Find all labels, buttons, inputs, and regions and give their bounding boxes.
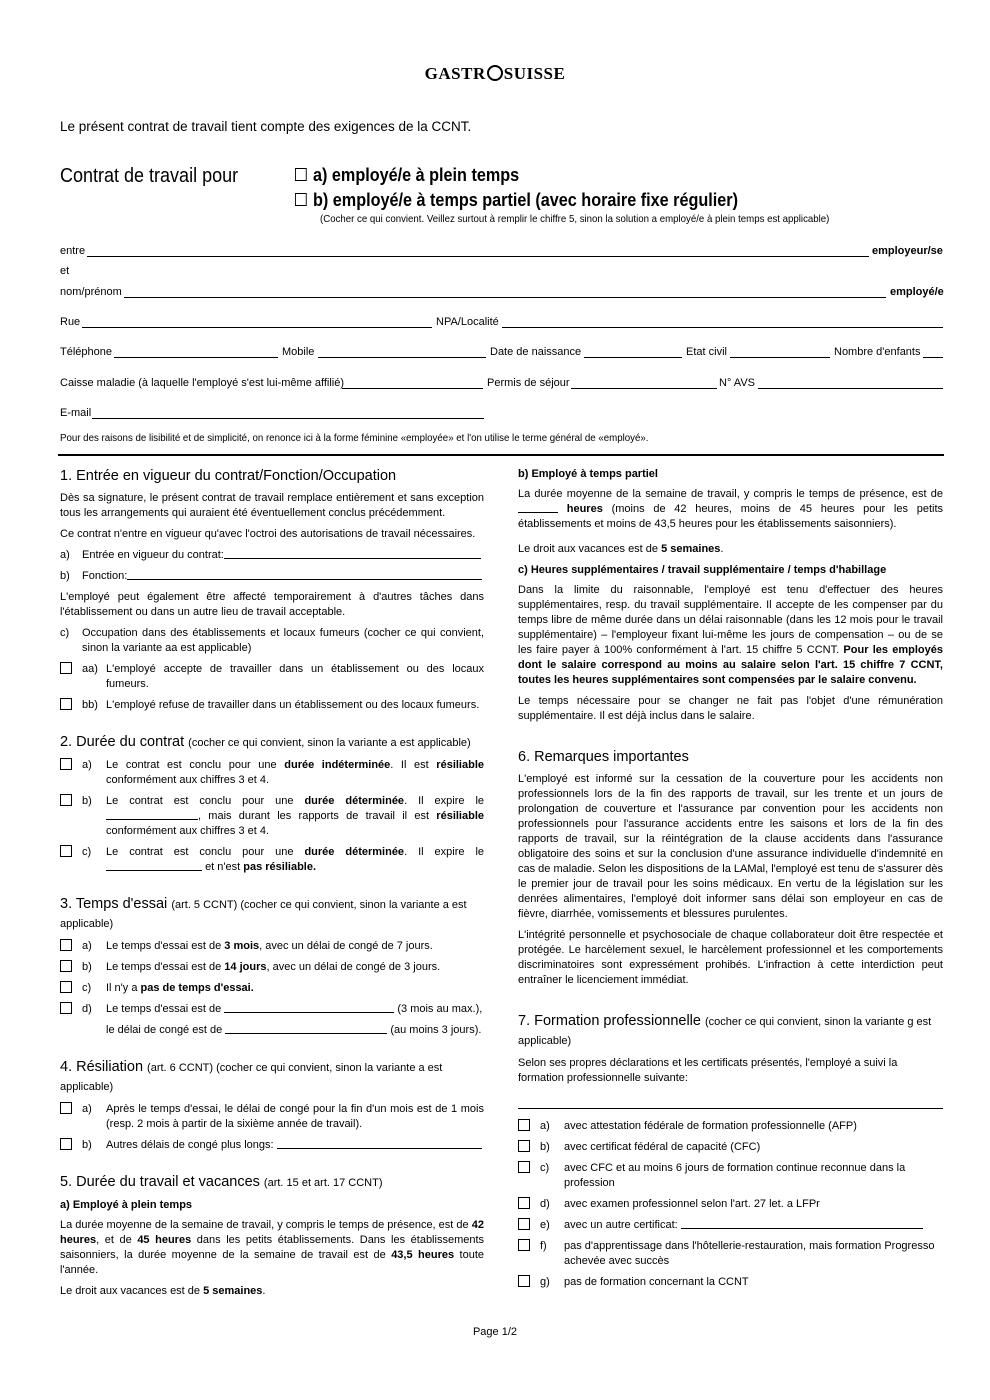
checkbox-icon[interactable]: [518, 1275, 530, 1287]
s4-option-b[interactable]: b) Autres délais de congé plus longs:: [60, 1138, 484, 1153]
s6-paragraph-2: L'intégrité personnelle et psychosociale de chaque collaborateur doit être respectée et protégée. Le harcèlement sexuel, le harcèlement professionnel et les comportements discriminatoires sont expressément prohibés. L'infraction à cette interdiction peut entraîner le licenciement immédiat.: [518, 929, 943, 986]
right-column: [518, 467, 943, 1296]
s5-full-time-vacation: Le droit aux vacances est de 5 semaines.: [60, 1285, 266, 1297]
checkbox-icon[interactable]: [60, 662, 72, 674]
s5-changing-time-text: Le temps nécessaire pour se changer ne fait pas l'objet d'une rémunération supplémentaire. Il est déjà inclus dans le salaire.: [518, 695, 943, 722]
mobile-field[interactable]: [318, 357, 486, 358]
s5-full-time-text: La durée moyenne de la semaine de travail, y compris le temps de présence, est de 42 heures, et de 45 heures dans les petits établissements. Dans les établissements saisonniers, la durée moyenne de la semaine de travail est de 43,5 heures toute l'année.: [60, 1219, 485, 1276]
children-field[interactable]: [923, 357, 943, 358]
s5-overtime-heading: c) Heures supplémentaires / travail supplémentaire / temps d'habillage: [518, 564, 887, 576]
s1-paragraph-1: Dès sa signature, le présent contrat de travail remplace entièrement et sans exception tous les arrangements qui auraient été éventuellement conclus précédemment.: [60, 492, 484, 519]
checkbox-icon[interactable]: [60, 939, 72, 951]
section-6-title: 6. Remarques importantes: [518, 749, 689, 765]
s3-option-b[interactable]: b) Le temps d'essai est de 14 jours, avec un délai de congé de 3 jours.: [60, 960, 484, 975]
health-insurance-field[interactable]: [342, 388, 483, 389]
checkbox-icon[interactable]: [295, 193, 307, 206]
training-option-e[interactable]: e) avec un autre certificat:: [518, 1218, 943, 1233]
label-rue: Rue: [60, 316, 81, 328]
s4-option-a[interactable]: a) Après le temps d'essai, le délai de congé pour la fin d'un mois est de 1 mois (resp. 2 mois à partir de la sixième année de travail).: [60, 1102, 484, 1132]
birthdate-field[interactable]: [584, 357, 682, 358]
civil-status-field[interactable]: [730, 357, 830, 358]
training-option-g[interactable]: g) pas de formation concernant la CCNT: [518, 1275, 943, 1290]
s5-overtime-text: Dans la limite du raisonnable, l'employé est tenu d'effectuer des heures supplémentaires, resp. du travail supplémentaire. Il accepte de les compenser par du temps libre de même durée dans un délai raisonnable (dans les 12 mois pour le travail supplémentaire) – l'employeur fixant lui-même les jours de compensation – ou de se les faire payer à 100% conformément à l'art. 15 chiffre 5 CCNT. Pour les employés dont le salaire correspond au moins au salaire selon l'art. 15 chiffre 7 CCNT, toutes les heures supplémentaires sont compensées par le salaire convenu.: [518, 584, 943, 686]
checkbox-icon[interactable]: [60, 1002, 72, 1014]
permit-field[interactable]: [571, 388, 717, 389]
s3-option-d[interactable]: d) Le temps d'essai est de (3 mois au max.),: [60, 1002, 484, 1017]
s1-paragraph-3: L'employé peut également être affecté temporairement à d'autres tâches dans l'établissement ou dans un autre lieu de travail acceptable.: [60, 591, 484, 618]
name-field[interactable]: [124, 297, 886, 298]
section-5-title: 5. Durée du travail et vacances (art. 15 et art. 17 CCNT): [60, 1174, 383, 1190]
divider: [58, 454, 944, 456]
s5-part-time-heading: b) Employé à temps partiel: [518, 468, 658, 480]
training-option-b[interactable]: b) avec certificat fédéral de capacité (CFC): [518, 1140, 943, 1155]
label-email: E-mail: [60, 407, 92, 419]
checkbox-icon[interactable]: [60, 698, 72, 710]
checkbox-icon[interactable]: [60, 845, 72, 857]
checkbox-icon[interactable]: [518, 1197, 530, 1209]
checkbox-icon[interactable]: [518, 1119, 530, 1131]
training-field[interactable]: [518, 1108, 943, 1109]
label-health-insurance: Caisse maladie (à laquelle l'employé s'est lui-même affilié): [60, 377, 345, 389]
title-note: (Cocher ce qui convient. Veillez surtout à remplir le chiffre 5, sinon la solution a employé/e à plein temps est applicable): [320, 213, 830, 225]
s1-item-a: a) Entrée en vigueur du contrat:: [60, 548, 484, 563]
s5-full-time-heading: a) Employé à plein temps: [60, 1199, 193, 1211]
checkbox-icon[interactable]: [518, 1239, 530, 1251]
s1-item-c: c) Occupation dans des établissements et locaux fumeurs (cocher ce qui convient, sinon la variante aa est applicable): [60, 627, 484, 654]
label-children: Nombre d'enfants: [834, 346, 921, 358]
s3-option-a[interactable]: a) Le temps d'essai est de 3 mois, avec un délai de congé de 7 jours.: [60, 939, 484, 954]
s3-option-c[interactable]: c) Il n'y a pas de temps d'essai.: [60, 981, 484, 996]
logo-emblem-icon: [487, 65, 503, 81]
function-field[interactable]: [127, 569, 482, 580]
checkbox-icon[interactable]: [60, 981, 72, 993]
label-permit: Permis de séjour: [487, 377, 570, 389]
label-et: et: [60, 265, 70, 277]
section-3-title: 3. Temps d'essai (art. 5 CCNT) (cocher ce qui convient, sinon la variante a est applicable): [60, 896, 467, 930]
contract-title: Contrat de travail pour: [60, 165, 239, 187]
s1-option-bb[interactable]: bb) L'employé refuse de travailler dans un établissement ou des locaux fumeurs.: [60, 698, 484, 713]
training-option-a[interactable]: a) avec attestation fédérale de formation professionnelle (AFP): [518, 1119, 943, 1134]
s5-part-time-text: La durée moyenne de la semaine de travail, y compris le temps de présence, est de heures (moins de 42 heures, moins de 45 heures pour les petits établissements et moins de 43,5 heures pour les établissements saisonniers).: [518, 488, 943, 530]
label-nom: nom/prénom: [60, 286, 122, 298]
phone-field[interactable]: [114, 357, 278, 358]
option-part-time[interactable]: b) employé/e à temps partiel (avec horaire fixe régulier): [295, 188, 738, 213]
gender-note: Pour des raisons de lisibilité et de simplicité, on renonce ici à la forme féminine «employée» et l'on utilise le terme général de «employé».: [60, 433, 649, 444]
s7-paragraph: Selon ses propres déclarations et les certificats présentés, l'employé a suivi la formation professionnelle suivante:: [518, 1057, 898, 1084]
s2-option-c[interactable]: c) Le contrat est conclu pour une durée déterminée. Il expire le et n'est pas résiliable.: [60, 845, 484, 875]
checkbox-icon[interactable]: [60, 794, 72, 806]
intro-text: Le présent contrat de travail tient compte des exigences de la CCNT.: [60, 119, 472, 134]
label-employe: employé/e: [890, 286, 944, 298]
s5-part-time-vacation: Le droit aux vacances est de 5 semaines.: [518, 543, 724, 555]
expiry-date-field[interactable]: [106, 809, 198, 820]
label-mobile: Mobile: [282, 346, 315, 358]
other-certificate-field[interactable]: [681, 1218, 923, 1229]
label-birthdate: Date de naissance: [490, 346, 582, 358]
label-telephone: Téléphone: [60, 346, 112, 358]
training-option-d[interactable]: d) avec examen professionnel selon l'art. 27 let. a LFPr: [518, 1197, 943, 1212]
checkbox-icon[interactable]: [60, 960, 72, 972]
checkbox-icon[interactable]: [60, 758, 72, 770]
label-civil-status: Etat civil: [686, 346, 727, 358]
expiry-date-field[interactable]: [106, 860, 202, 871]
s2-option-b[interactable]: b) Le contrat est conclu pour une durée déterminée. Il expire le , mais durant les rapports de travail il est résiliable conformément aux chiffres 3 et 4.: [60, 794, 484, 839]
section-4-title: 4. Résiliation (art. 6 CCNT) (cocher ce qui convient, sinon la variante a est applicable): [60, 1059, 443, 1093]
avs-field[interactable]: [758, 388, 943, 389]
checkbox-icon[interactable]: [60, 1138, 72, 1150]
employer-field[interactable]: [87, 256, 869, 257]
s3-option-d-notice: le délai de congé est de (au moins 3 jours).: [106, 1024, 482, 1036]
checkbox-icon[interactable]: [518, 1140, 530, 1152]
page-number: Page 1/2: [472, 1326, 518, 1338]
left-column: [60, 467, 484, 1305]
section-1-title: 1. Entrée en vigueur du contrat/Fonction/Occupation: [60, 468, 397, 484]
label-avs: N° AVS: [719, 377, 755, 389]
s6-paragraph-1: L'employé est informé sur la cessation de la couverture pour les accidents non professionnels lors de la fin des rapports de travail, sur les trente et un jours de prolongation de couverture et l'assurance par convention pour les accidents non professionnels pour l'assurance accidents entre les saisons et lors de la fin des rapports de travail, sur la réintégration de la clause accidents dans l'assurance obligatoire des soins et sur la conclusion d'une assurance individuelle d'indemnité en cas de maladie. Selon les dispositions de la LAMal, l'employé est tenu de s'assurer dès le premier jour de travail pour les soins médicaux. En vertu de la législation sur les denrées alimentaires, l'employé doit informer sans délai son employeur en cas de fièvre, diarrhée, vomissements et blessures purulentes.: [518, 773, 943, 920]
s1-item-b: b) Fonction:: [60, 569, 484, 584]
other-notice-field[interactable]: [277, 1138, 482, 1149]
label-employeur: employeur/se: [872, 245, 943, 257]
s2-option-a[interactable]: a) Le contrat est conclu pour une durée indéterminée. Il est résiliable conformément aux chiffres 3 et 4.: [60, 758, 484, 788]
training-option-f[interactable]: f) pas d'apprentissage dans l'hôtellerie-restauration, mais formation Progresso achevée avec succès: [518, 1239, 943, 1269]
s1-paragraph-2: Ce contrat n'entre en vigueur qu'avec l'octroi des autorisations de travail nécessaires.: [60, 528, 476, 540]
gastrosuisse-logo: GASTR SUISSE: [424, 64, 566, 83]
part-time-hours-field[interactable]: [518, 502, 558, 513]
email-field[interactable]: [92, 418, 484, 419]
street-field[interactable]: [82, 327, 432, 328]
label-npa: NPA/Localité: [436, 316, 499, 328]
section-7-title: 7. Formation professionnelle (cocher ce qui convient, sinon la variante g est applicable): [518, 1013, 932, 1047]
section-2-title: 2. Durée du contrat (cocher ce qui convient, sinon la variante a est applicable): [60, 734, 471, 750]
checkbox-icon[interactable]: [518, 1218, 530, 1230]
s1-option-aa[interactable]: aa) L'employé accepte de travailler dans un établissement ou des locaux fumeurs.: [60, 662, 484, 692]
checkbox-icon[interactable]: [60, 1102, 72, 1114]
checkbox-icon[interactable]: [518, 1161, 530, 1173]
checkbox-icon[interactable]: [295, 168, 307, 181]
label-entre: entre: [60, 245, 86, 257]
locality-field[interactable]: [502, 327, 943, 328]
start-date-field[interactable]: [224, 548, 481, 559]
option-full-time[interactable]: a) employé/e à plein temps: [295, 163, 519, 188]
notice-period-field[interactable]: [225, 1023, 387, 1034]
training-options: [518, 1119, 943, 1290]
trial-period-field[interactable]: [224, 1002, 394, 1013]
training-option-c[interactable]: c) avec CFC et au moins 6 jours de formation continue reconnue dans la profession: [518, 1161, 943, 1191]
